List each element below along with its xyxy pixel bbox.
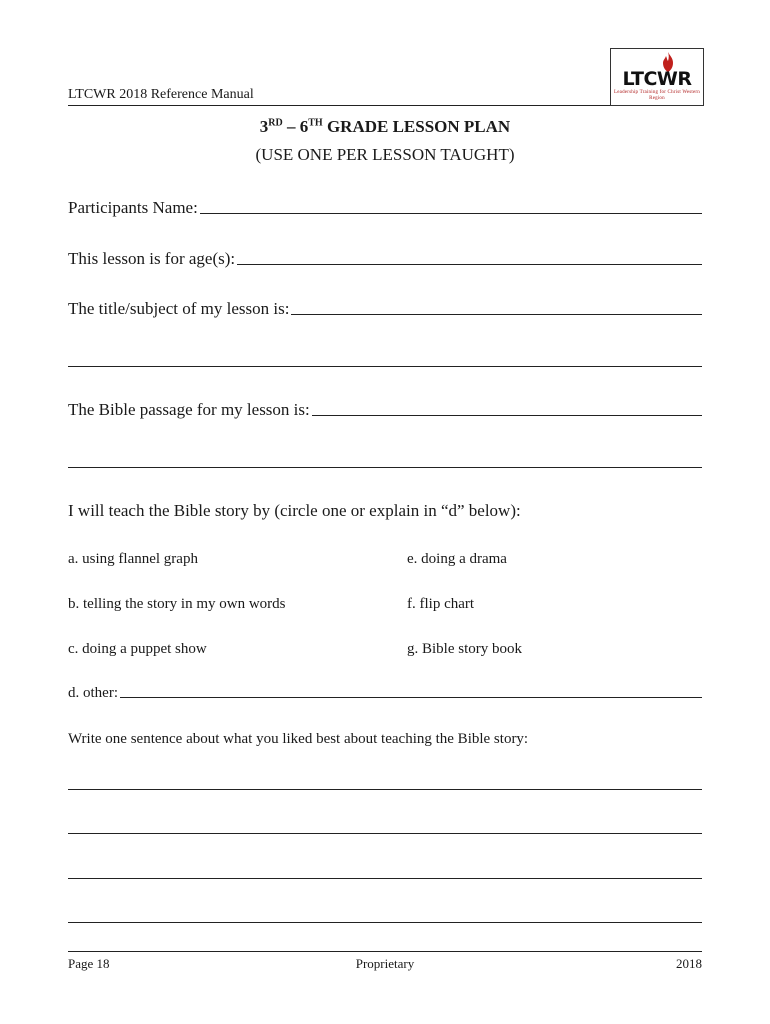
manual-title: LTCWR 2018 Reference Manual (68, 87, 254, 102)
bible-passage-field[interactable] (68, 400, 702, 420)
title-subject-label: The title/subject of my lesson is: (68, 299, 290, 318)
footer-page: Page 18 (68, 956, 110, 971)
page-subtitle: (USE ONE PER LESSON TAUGHT) (255, 145, 515, 164)
reflection-line-1[interactable] (68, 789, 702, 790)
footer-rule (68, 951, 702, 952)
participant-name-line[interactable] (200, 212, 702, 214)
option-a[interactable]: a. using flannel graph (68, 551, 198, 567)
option-b[interactable]: b. telling the story in my own words (68, 596, 286, 612)
ages-label: This lesson is for age(s): (68, 249, 236, 268)
footer-proprietary: Proprietary (355, 956, 415, 971)
logo-tagline: Leadership Training for Christ Western Region (614, 90, 700, 101)
grade-start: 3 (259, 117, 269, 136)
bible-passage-line-2[interactable] (68, 467, 702, 468)
option-g[interactable]: g. Bible story book (407, 641, 522, 657)
bible-passage-line[interactable] (312, 414, 702, 416)
ages-field[interactable] (68, 249, 702, 269)
option-c[interactable]: c. doing a puppet show (68, 641, 207, 657)
ltcwr-logo (610, 48, 704, 106)
page-title (0, 117, 770, 137)
participant-name-label: Participants Name: (68, 198, 198, 217)
reflection-line-2[interactable] (68, 833, 702, 834)
title-dash: – (282, 117, 300, 136)
reflection-line-3[interactable] (68, 878, 702, 879)
teach-method-prompt: I will teach the Bible story by (circle one or explain in “d” below): (68, 501, 521, 520)
reflection-line-4[interactable] (68, 922, 702, 923)
title-rest: GRADE LESSON PLAN (322, 117, 511, 136)
bible-passage-label: The Bible passage for my lesson is: (68, 400, 310, 419)
header-rule (68, 105, 702, 106)
option-f[interactable]: f. flip chart (407, 596, 475, 612)
title-subject-line[interactable] (291, 313, 702, 315)
reflection-prompt: Write one sentence about what you liked best about teaching the Bible story: (68, 731, 529, 747)
grade-end: 6 (299, 117, 309, 136)
option-d-line[interactable] (120, 696, 702, 698)
ages-line[interactable] (237, 263, 702, 265)
option-d-field[interactable] (68, 685, 702, 702)
logo-word: LTCWR (622, 68, 692, 90)
title-subject-line-2[interactable] (68, 366, 702, 367)
participant-name-field[interactable] (68, 198, 702, 218)
grade-start-sup: RD (268, 117, 283, 129)
title-subject-field[interactable] (68, 299, 702, 319)
footer-year: 2018 (676, 956, 702, 971)
option-d: d. other: (68, 685, 118, 701)
grade-end-sup: TH (308, 117, 323, 129)
option-e[interactable]: e. doing a drama (407, 551, 507, 567)
